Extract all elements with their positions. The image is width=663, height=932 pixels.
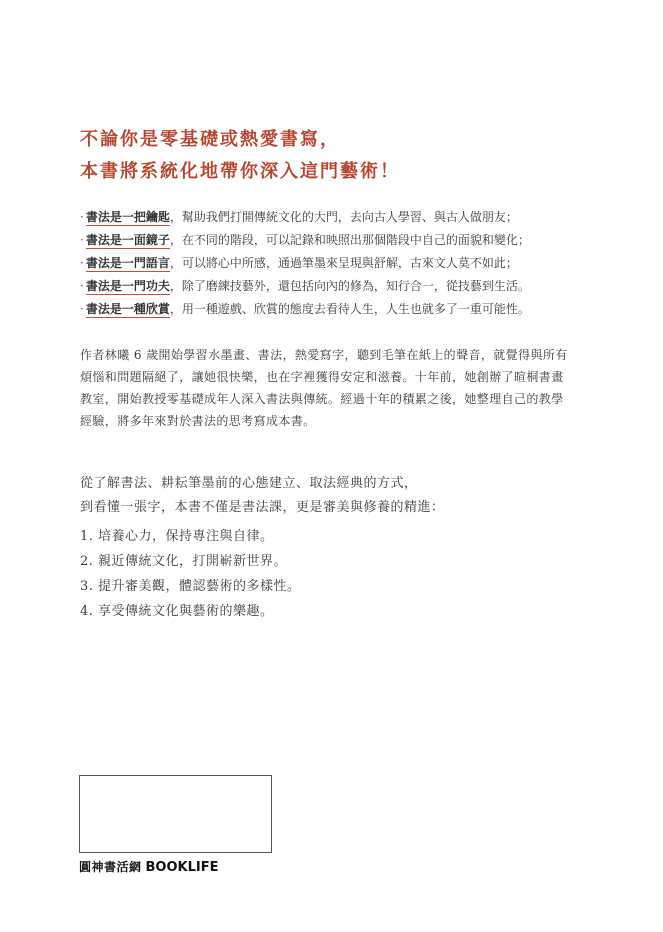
headline-line-2: 本書將系統化地帶你深入這門藝術！ [80, 161, 400, 182]
benefit-item: 3. 提升審美觀，體認藝術的多樣性。 [80, 579, 301, 594]
key-points-list [80, 206, 600, 321]
bullet-dot: · [80, 279, 84, 293]
author-intro-line: 作者林曦 6 歲開始學習水墨畫、書法，熱愛寫字，聽到毛筆在紙上的聲音，就覺得與所有 [80, 348, 568, 362]
summary-line-2: 到看懂一張字，本書不僅是書法課，更是審美與修養的精進： [80, 500, 445, 515]
key-point-highlight: 書法是一面鏡子 [85, 233, 170, 247]
book-summary [80, 472, 600, 624]
key-point [80, 275, 600, 298]
key-point-highlight: 書法是一門功夫 [85, 279, 170, 293]
author-intro-line: 煩惱和問題隔絕了，讓她很快樂，也在字裡獲得安定和滋養。十年前，她創辦了暄桐書畫 [80, 370, 564, 384]
key-point-text: ，幫助我們打開傳統文化的大門，去向古人學習、與古人做朋友； [169, 210, 518, 224]
bullet-dot: · [80, 233, 84, 247]
benefit-item: 4. 享受傳統文化與藝術的樂趣。 [80, 604, 274, 619]
benefit-item: 1. 培養心力，保持專注與自律。 [80, 529, 274, 544]
key-point-text: ，用一種遊戲、欣賞的態度去看待人生，人生也就多了一重可能性。 [169, 302, 530, 316]
author-intro-line: 經驗，將多年來對於書法的思考寫成本書。 [80, 414, 316, 428]
summary-line-1: 從了解書法、耕耘筆墨前的心態建立、取法經典的方式， [80, 476, 418, 491]
bullet-dot: · [80, 302, 84, 316]
barcode-box [79, 775, 272, 853]
key-point [80, 229, 600, 252]
bullet-dot: · [80, 210, 84, 224]
author-intro [80, 344, 600, 432]
key-point-text: ，在不同的階段，可以記錄和映照出那個階段中自己的面貌和變化； [169, 233, 530, 247]
key-point [80, 298, 600, 321]
headline-line-1: 不論你是零基礎或熱愛書寫， [80, 129, 340, 150]
key-point-text: ，除了磨練技藝外，還包括向內的修為，知行合一，從技藝到生活。 [169, 279, 530, 293]
key-point-text: ，可以將心中所感，通過筆墨來呈現與舒解，古來文人莫不如此； [169, 256, 518, 270]
publisher-brand: BOOKLIFE [145, 860, 219, 875]
publisher-name: 圓神書活網 [79, 860, 142, 874]
headline [80, 124, 400, 188]
author-intro-line: 教室，開始教授零基礎成年人深入書法與傳統。經過十年的積累之後，她整理自己的教學 [80, 392, 564, 406]
publisher-logo [79, 858, 218, 875]
bullet-dot: · [80, 256, 84, 270]
key-point [80, 252, 600, 275]
benefit-item: 2. 親近傳統文化，打開嶄新世界。 [80, 554, 288, 569]
key-point-highlight: 書法是一種欣賞 [85, 302, 170, 316]
key-point [80, 206, 600, 229]
key-point-highlight: 書法是一門語言 [85, 256, 170, 270]
benefits-list [80, 524, 600, 624]
key-point-highlight: 書法是一把鑰匙 [85, 210, 170, 224]
